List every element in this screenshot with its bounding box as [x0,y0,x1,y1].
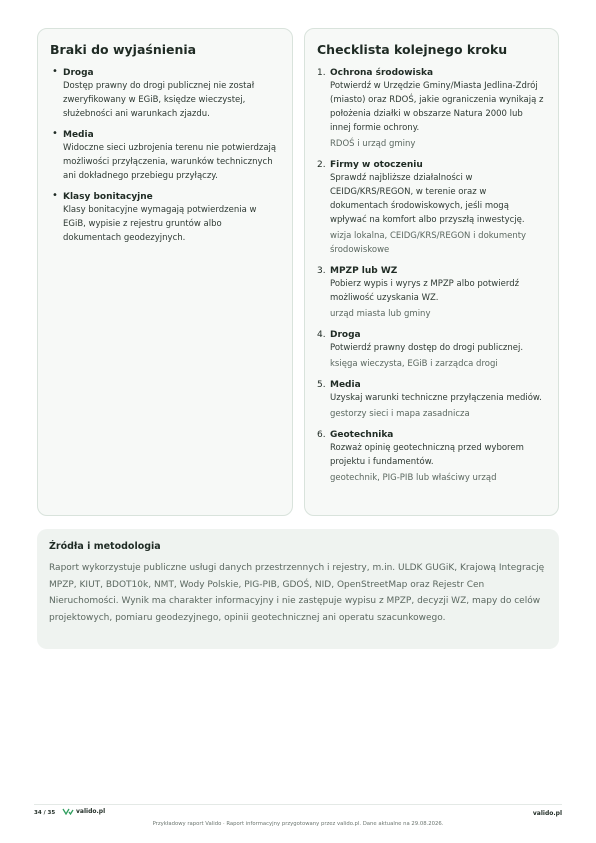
gaps-list [50,67,280,245]
checklist-card-title: Checklista kolejnego kroku [317,42,508,57]
checklist-item-source: RDOŚ i urząd gminy [330,139,416,149]
checklist-item [317,159,546,257]
footer-note: Przykładowy raport Valido · Raport informacyjny przygotowany przez valido.pl. Dane aktualne na 29.08.2026. [152,821,444,827]
checklist-item-title: Ochrona środowiska [330,68,434,78]
valido-logo-icon [62,808,74,815]
gap-item-title: • Media [63,130,94,140]
checklist-item-source: księga wieczysta, EGiB i zarządca drogi [330,359,498,369]
footer-brand-link[interactable]: valido.pl [532,810,562,817]
checklist-item-number: 5. [317,380,326,390]
sources-section [37,529,559,649]
gap-item-title: • Droga [63,68,94,78]
checklist-item-number: 4. [317,330,326,340]
checklist-item-number: 6. [317,430,326,440]
sources-text: Raport wykorzystuje publiczne usługi danych przestrzennych i rejestry, m.in. ULDK GUGiK, Krajową Integrację MPZP, KIUT, BDOT10k, NMT, Wody Polskie, PIG-PIB, GDOŚ, NID, OpenStreetMap oraz Rejestr Cen Nieruchomości. Wynik ma charakter informacyjny i nie zastępuje wypisu z MPZP, decyzji WZ, mapy do celów projektowych, pomiaru geodezyjnego, opinii geotechnicznej ani operatu szacunkowego. [49,563,545,623]
checklist-item-source: urząd miasta lub gminy [330,309,431,319]
footer-divider [34,804,562,805]
checklist-item-title: Firmy w otoczeniu [330,160,423,170]
logo-text: valido.pl [76,808,106,815]
checklist-item-text: Rozważ opinię geotechniczną przed wyborem projektu i fundamentów. [330,443,524,467]
checklist-item [317,429,546,485]
checklist-item [317,265,546,321]
checklist-item-title: Media [330,380,361,390]
footer-logo [62,808,105,815]
checklist-item-text: Sprawdź najbliższe działalności w CEIDG/KRS/REGON, w terenie oraz w dokumentach środowiskowych, jeśli mogą wpływać na komfort albo przyszłą inwestycję. [330,173,525,225]
checklist-card [304,28,559,516]
checklist-item-source: geotechnik, PIG-PIB lub właściwy urząd [330,473,497,483]
checklist-item-text: Pobierz wypis i wyrys z MPZP albo potwierdź możliwość uzyskania WZ. [330,279,520,303]
checklist-item-title: Droga [330,330,361,340]
checklist-item-text: Potwierdź w Urzędzie Gminy/Miasta Jedlina-Zdrój (miasto) oraz RDOŚ, jakie ograniczenia wynikają z położenia działki w obszarze Natura 2000 lub innej formie ochrony. [330,81,544,133]
checklist-item-number: 2. [317,160,326,170]
gap-item-text: Klasy bonitacyjne wymagają potwierdzenia w EGiB, wypisie z rejestru gruntów albo dokumentach geodezyjnych. [63,205,257,243]
list-item [50,67,280,121]
checklist-item-title: MPZP lub WZ [330,266,398,276]
checklist-item-text: Potwierdź prawny dostęp do drogi publicznej. [330,343,524,353]
gaps-card-title: Braki do wyjaśnienia [50,42,197,57]
checklist-item-number: 3. [317,266,326,276]
gap-item-text: Widoczne sieci uzbrojenia terenu nie potwierdzają możliwości przyłączenia, warunków technicznych ani dokładnego przebiegu przyłączy. [63,143,277,181]
checklist-item [317,67,546,151]
checklist-item [317,329,546,371]
gap-item-text: Dostęp prawny do drogi publicznej nie został zweryfikowany w EGiB, księdze wieczystej, służebności ani warunkach zjazdu. [63,81,255,119]
gap-item-title: • Klasy bonitacyjne [63,192,153,202]
checklist [317,67,546,485]
checklist-item-text: Uzyskaj warunki techniczne przyłączenia mediów. [330,393,542,403]
sources-title: Źródła i metodologia [49,541,161,552]
checklist-item [317,379,546,421]
page-number: 34 / 35 [34,810,56,816]
checklist-item-source: wizja lokalna, CEIDG/KRS/REGON i dokumenty środowiskowe [330,231,527,255]
list-item [50,129,280,183]
gaps-card [37,28,293,516]
list-item [50,191,280,245]
checklist-item-source: gestorzy sieci i mapa zasadnicza [330,409,470,419]
checklist-item-title: Geotechnika [330,430,394,440]
checklist-item-number: 1. [317,68,326,78]
